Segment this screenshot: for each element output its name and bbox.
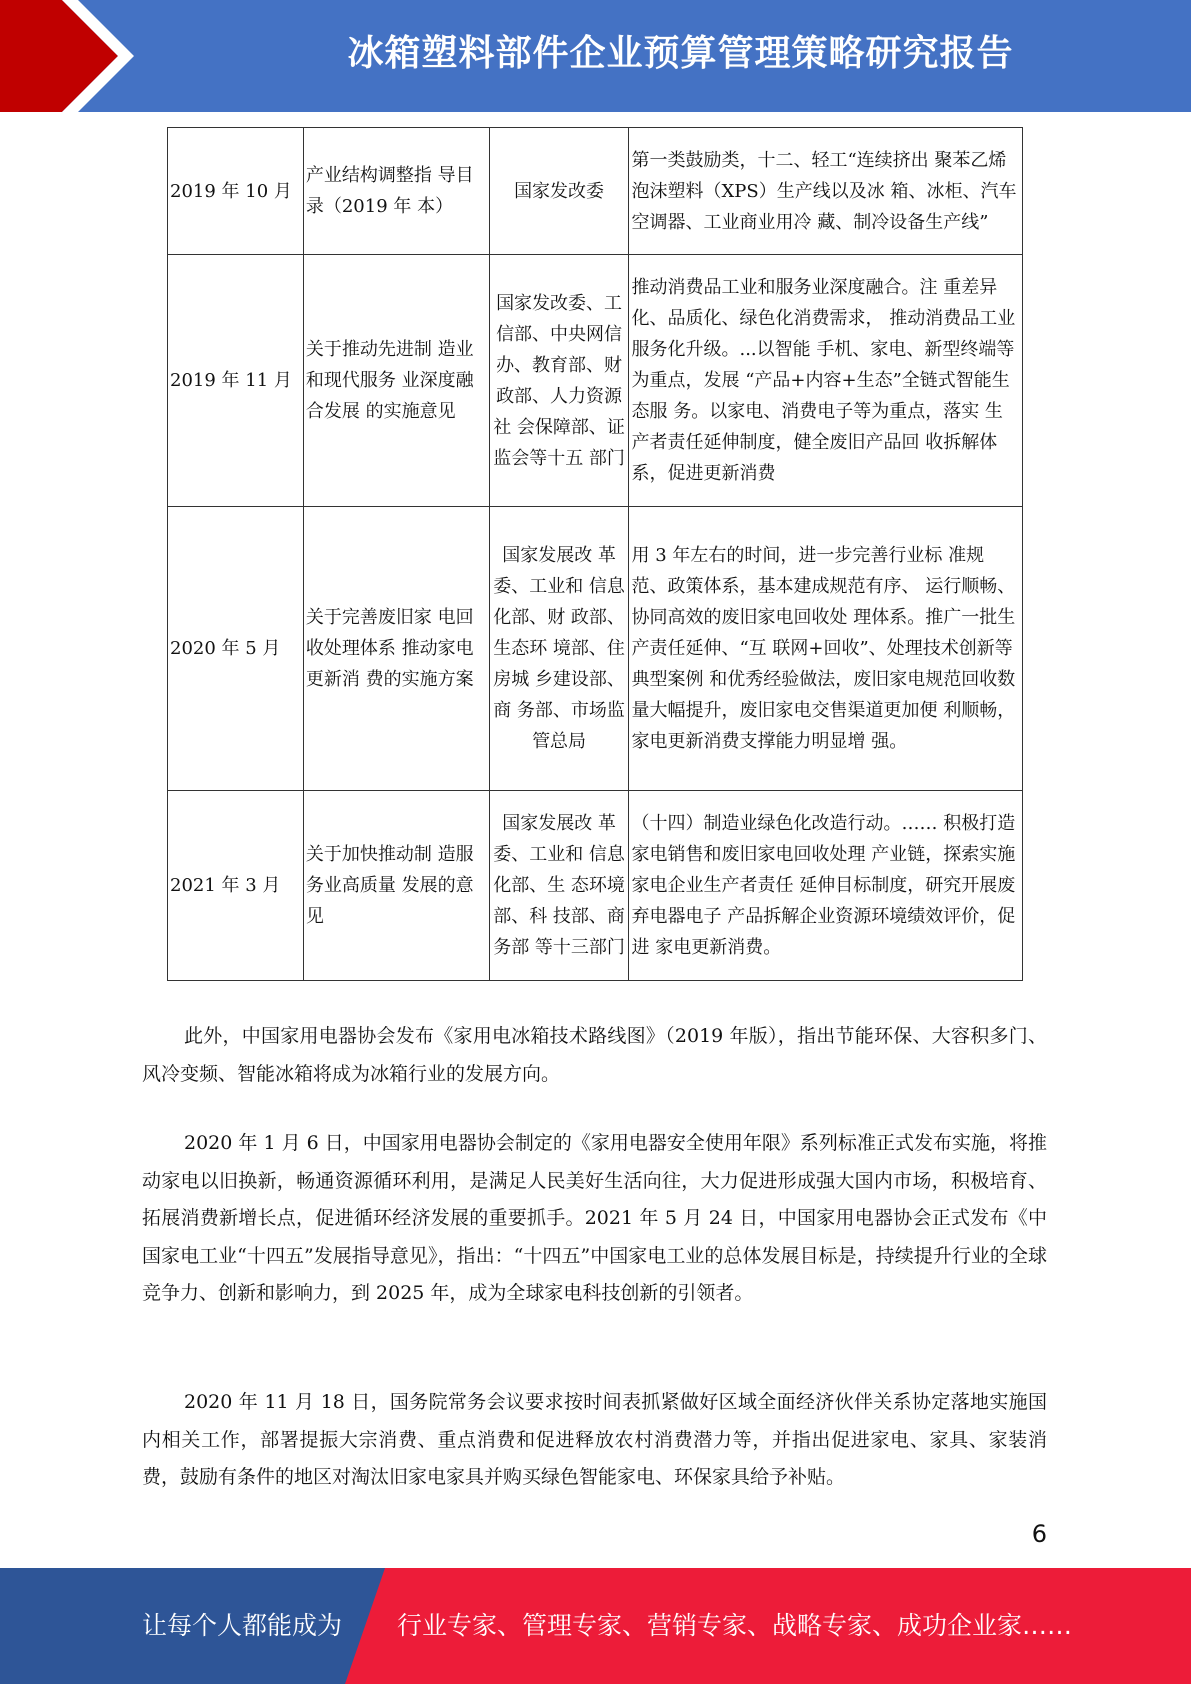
description-cell: 用 3 年左右的时间，进一步完善行业标 准规范、政策体系，基本建成规范有序、 运行顺畅、协同高效的废旧家电回收处 理体系。推广一批生产责任延伸、“互 联网+回收”、处理技术创新等典型案例 和优秀经验做法，废旧家电规范回收数 量大幅提升，废旧家电交售渠道更加便 利顺畅，家电更新消费支撑能力明显增 强。 (629, 507, 1023, 791)
department-cell: 国家发改委 (489, 128, 629, 255)
date-cell: 2019 年 11 月 (168, 255, 304, 507)
body-paragraph: 2020 年 11 月 18 日，国务院常务会议要求按时间表抓紧做好区域全面经济伙伴关系协定落地实施国内相关工作，部署提振大宗消费、重点消费和促进释放农村消费潜力等，并指出促进家电、家具、家装消费，鼓励有条件的地区对淘汰旧家电家具并购买绿色智能家电、环保家具给予补贴。 (142, 1391, 1047, 1488)
description-cell: （十四）制造业绿色化改造行动。…… 积极打造家电销售和废旧家电回收处理 产业链，探索实施家电企业生产者责任 延伸目标制度，研究开展废弃电器电子 产品拆解企业资源环境绩效评价，促进 家电更新消费。 (629, 791, 1023, 981)
description-cell: 第一类鼓励类，十二、轻工“连续挤出 聚苯乙烯泡沫塑料（XPS）生产线以及冰 箱、冰柜、汽车空调器、工业商业用冷 藏、制冷设备生产线” (629, 128, 1023, 255)
footer-slogan-left: 让每个人都能成为 (142, 1611, 343, 1640)
department-cell: 国家发展改 革委、工业和 信息化部、生 态环境部、科 技部、商务部 等十三部门 (489, 791, 629, 981)
date-cell: 2019 年 10 月 (168, 128, 304, 255)
policy-name-cell: 产业结构调整指 导目录（2019 年 本） (303, 128, 489, 255)
policy-name-cell: 关于完善废旧家 电回收处理体系 推动家电更新消 费的实施方案 (303, 507, 489, 791)
body-paragraph: 2020 年 1 月 6 日，中国家用电器协会制定的《家用电器安全使用年限》系列标准正式发布实施，将推动家电以旧换新，畅通资源循环利用，是满足人民美好生活向往，大力促进形成强大国内市场，积极培育、拓展消费新增长点，促进循环经济发展的重要抓手。2021 年 5 月 24 日，中国家用电器协会正式发布《中国家电工业“十四五”发展指导意见》，指出：“十四五”中国家电工业的总体发展目标是，持续提升行业的全球竞争力、创新和影响力，到 2025 年，成为全球家电科技创新的引领者。 (142, 1132, 1047, 1304)
footer-slogan-right: 行业专家、管理专家、营销专家、战略专家、成功企业家…… (397, 1611, 1073, 1640)
table-row (168, 128, 1023, 255)
body-paragraph: 此外，中国家用电器协会发布《家用电冰箱技术路线图》（2019 年版），指出节能环保、大容积多门、风冷变频、智能冰箱将成为冰箱行业的发展方向。 (142, 1025, 1047, 1085)
policy-name-cell: 关于推动先进制 造业和现代服务 业深度融合发展 的实施意见 (303, 255, 489, 507)
page-number: 6 (1031, 1520, 1047, 1548)
department-cell: 国家发改委、工信部、中央网信办、教育部、财政部、人力资源社 会保障部、证 监会等十五 部门 (489, 255, 629, 507)
report-title: 冰箱塑料部件企业预算管理策略研究报告 (347, 33, 1014, 74)
chevron-arrow-icon (0, 0, 150, 112)
table-row (168, 255, 1023, 507)
policy-table (167, 127, 1023, 981)
description-cell: 推动消费品工业和服务业深度融合。注 重差异化、品质化、绿色化消费需求， 推动消费品工业服务化升级。...以智能 手机、家电、新型终端等为重点，发展 “产品+内容+生态”全链式智能生态服 务。以家电、消费电子等为重点，落实 生产者责任延伸制度，健全废旧产品回 收拆解体系，促进更新消费 (629, 255, 1023, 507)
page-footer (0, 1568, 1191, 1684)
table-row (168, 791, 1023, 981)
department-cell: 国家发展改 革委、工业和 信息化部、财 政部、生态环 境部、住房城 乡建设部、商 务部、市场监 管总局 (489, 507, 629, 791)
table-row (168, 507, 1023, 791)
date-cell: 2020 年 5 月 (168, 507, 304, 791)
policy-name-cell: 关于加快推动制 造服务业高质量 发展的意见 (303, 791, 489, 981)
page-header (0, 0, 1191, 112)
date-cell: 2021 年 3 月 (168, 791, 304, 981)
